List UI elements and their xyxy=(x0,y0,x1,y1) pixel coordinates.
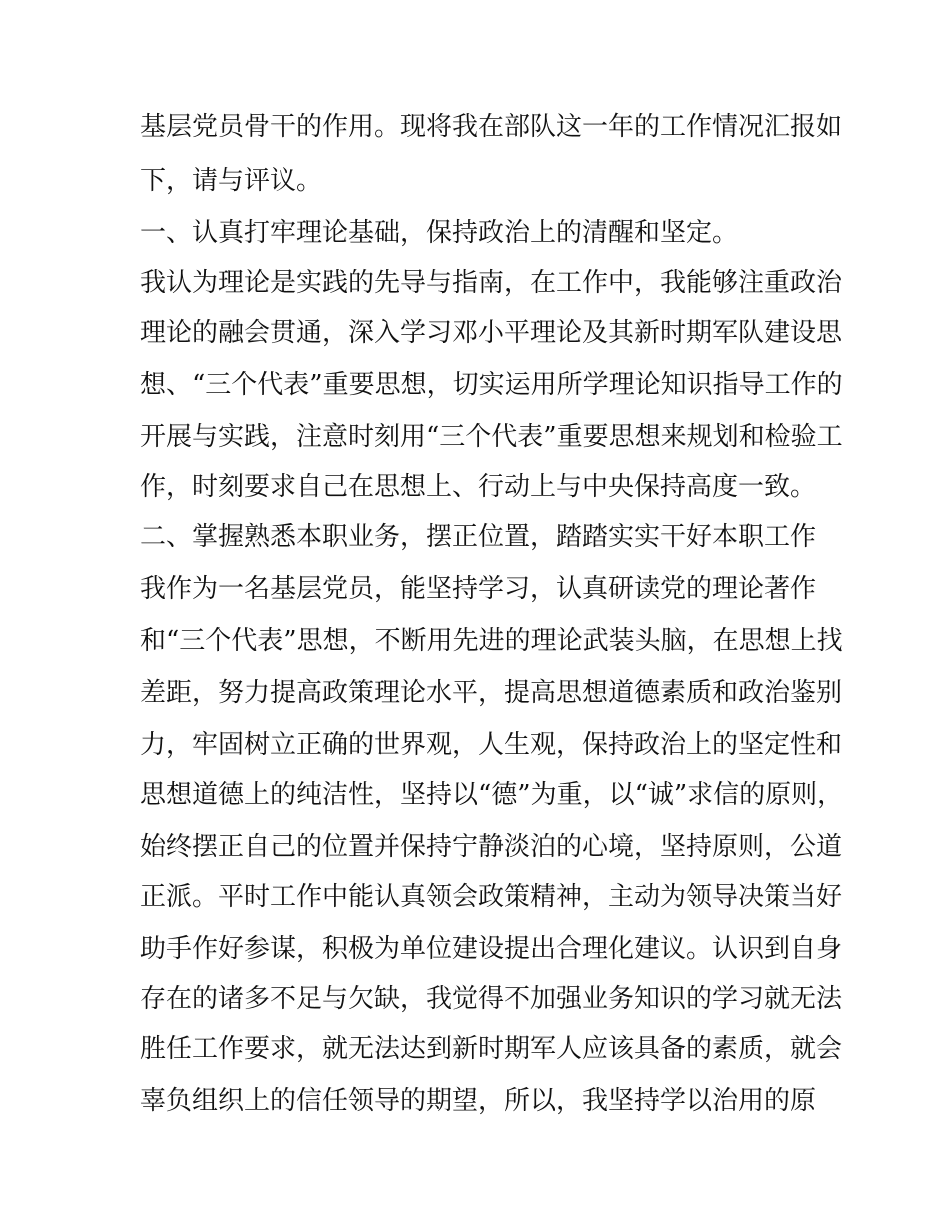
paragraph-line: 理论的融会贯通，深入学习邓小平理论及其新时期军队建设思 xyxy=(140,318,843,348)
paragraph-line: 力，牢固树立正确的世界观，人生观，保持政治上的坚定性和 xyxy=(140,730,843,760)
paragraph-line: 正派。平时工作中能认真领会政策精神，主动为领导决策当好 xyxy=(140,882,843,912)
paragraph-line: 开展与实践，注意时刻用“三个代表”重要思想来规划和检验工 xyxy=(140,422,843,452)
paragraph-line: 想、“三个代表”重要思想，切实运用所学理论知识指导工作的 xyxy=(140,370,843,400)
section-heading: 一、认真打牢理论基础，保持政治上的清醒和坚定。 xyxy=(140,218,739,248)
paragraph-line: 存在的诸多不足与欠缺，我觉得不加强业务知识的学习就无法 xyxy=(140,984,843,1014)
paragraph-line: 思想道德上的纯洁性，坚持以“德”为重，以“诚”求信的原则， xyxy=(140,780,844,810)
section-heading: 二、掌握熟悉本职业务，摆正位置，踏踏实实干好本职工作 xyxy=(140,522,817,552)
paragraph-line: 助手作好参谋，积极为单位建设提出合理化建议。认识到自身 xyxy=(140,934,843,964)
paragraph-line: 下，请与评议。 xyxy=(140,166,323,196)
paragraph-line: 我作为一名基层党员，能坚持学习，认真研读党的理论著作 xyxy=(140,574,817,604)
paragraph-line: 我认为理论是实践的先导与指南，在工作中，我能够注重政治 xyxy=(140,268,843,298)
paragraph-line: 基层党员骨干的作用。现将我在部队这一年的工作情况汇报如 xyxy=(140,112,843,142)
paragraph-line: 和“三个代表”思想，不断用先进的理论武装头脑，在思想上找 xyxy=(140,626,843,656)
paragraph-line: 胜任工作要求，就无法达到新时期军人应该具备的素质，就会 xyxy=(140,1034,843,1064)
paragraph-line: 始终摆正自己的位置并保持宁静淡泊的心境，坚持原则，公道 xyxy=(140,832,843,862)
paragraph-line: 作，时刻要求自己在思想上、行动上与中央保持高度一致。 xyxy=(140,472,817,502)
paragraph-line: 差距，努力提高政策理论水平，提高思想道德素质和政治鉴别 xyxy=(140,678,843,708)
paragraph-line: 辜负组织上的信任领导的期望，所以，我坚持学以治用的原 xyxy=(140,1086,817,1116)
